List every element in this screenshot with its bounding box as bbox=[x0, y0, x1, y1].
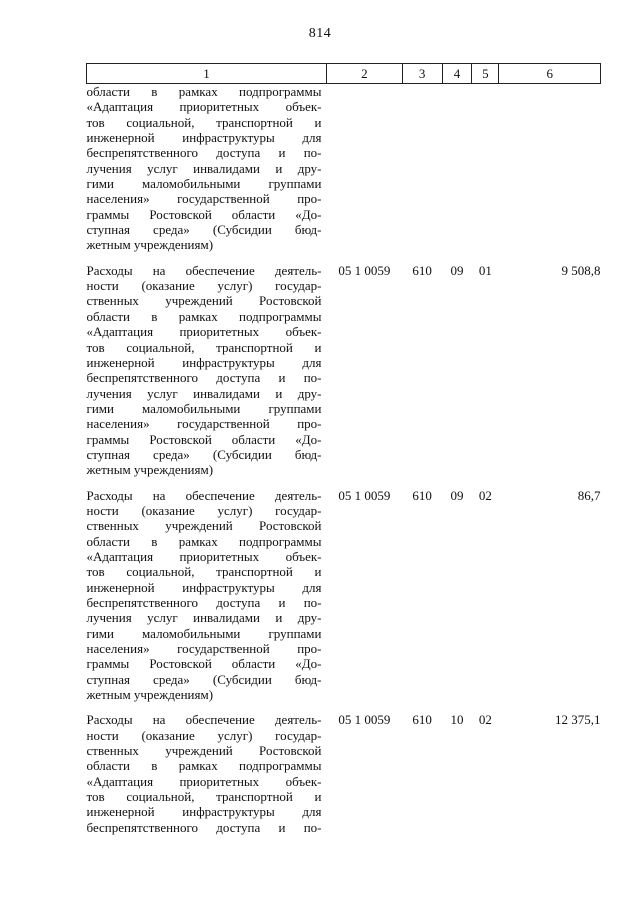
description-lines bbox=[87, 712, 322, 835]
description-line: беспрепятственного доступа и по- bbox=[86, 370, 322, 386]
cell-subsection: 02 bbox=[478, 487, 492, 503]
description-line: беспрепятственного доступа и по- bbox=[86, 819, 322, 835]
description-line: «Адаптация приоритетных объек- bbox=[86, 548, 322, 564]
description-line: «Адаптация приоритетных объек- bbox=[86, 773, 322, 789]
description-line: беспрепятственного доступа и по- bbox=[86, 145, 322, 161]
cell-expense-type: 610 bbox=[412, 712, 432, 728]
description-line: тов социальной, транспортной и bbox=[86, 339, 322, 355]
description-line: тов социальной, транспортной и bbox=[86, 564, 322, 580]
description-line: «Адаптация приоритетных объек- bbox=[86, 99, 322, 115]
cell-subsection: 02 bbox=[478, 712, 492, 728]
description-line: области в рамках подпрограммы bbox=[86, 308, 322, 324]
cell-section: 10 bbox=[450, 712, 464, 728]
description-line: населения» государственной про- bbox=[86, 641, 322, 657]
table-header-row bbox=[87, 64, 601, 84]
description-line: населения» государственной про- bbox=[86, 191, 322, 207]
description-line: ственных учреждений Ростовской bbox=[86, 293, 322, 309]
description-line: жетным учреждениям) bbox=[86, 462, 214, 478]
table-row bbox=[87, 263, 601, 478]
description-line: ственных учреждений Ростовской bbox=[86, 518, 322, 534]
description-line: ности (оказание услуг) государ- bbox=[86, 278, 322, 294]
description-line: лучения услуг инвалидами и дру- bbox=[86, 385, 322, 401]
table-body bbox=[87, 84, 601, 836]
cell-section: 09 bbox=[450, 487, 464, 503]
description-lines bbox=[87, 488, 322, 703]
page-number: 814 bbox=[308, 26, 332, 41]
description-line: области в рамках подпрограммы bbox=[86, 84, 322, 99]
cell-amount: 86,7 bbox=[577, 487, 601, 503]
description-line: граммы Ростовской области «До- bbox=[86, 656, 322, 672]
budget-table bbox=[86, 63, 601, 835]
description-line: граммы Ростовской области «До- bbox=[86, 206, 322, 222]
description-line: ственных учреждений Ростовской bbox=[86, 743, 322, 759]
description-line: ступная среда» (Субсидии бюд- bbox=[86, 671, 322, 687]
cell-target-article: 05 1 0059 bbox=[338, 487, 391, 503]
description-line: ности (оказание услуг) государ- bbox=[86, 502, 322, 518]
table-row bbox=[87, 488, 601, 703]
description-line: лучения услуг инвалидами и дру- bbox=[86, 610, 322, 626]
cell-amount: 12 375,1 bbox=[555, 712, 601, 728]
cell-expense-type: 610 bbox=[412, 262, 432, 278]
description-line: ступная среда» (Субсидии бюд- bbox=[86, 222, 322, 238]
description-line: граммы Ростовской области «До- bbox=[86, 431, 322, 447]
description-lines bbox=[87, 263, 322, 478]
cell-target-article: 05 1 0059 bbox=[338, 712, 391, 728]
table-row-continuation bbox=[87, 84, 601, 253]
column-header-amount: 6 bbox=[499, 64, 601, 84]
description-line: «Адаптация приоритетных объек- bbox=[86, 324, 322, 340]
column-header-target-article: 2 bbox=[326, 64, 402, 84]
description-line: Расходы на обеспечение деятель- bbox=[86, 487, 322, 503]
row-description bbox=[87, 712, 327, 835]
cell-section: 09 bbox=[450, 262, 464, 278]
description-lines bbox=[87, 84, 322, 253]
column-header-expense-type: 3 bbox=[402, 64, 442, 84]
description-line: инженерной инфраструктуры для bbox=[86, 354, 322, 370]
column-header-description: 1 bbox=[87, 64, 327, 84]
description-line: инженерной инфраструктуры для bbox=[86, 579, 322, 595]
cell-subsection: 01 bbox=[478, 262, 492, 278]
description-line: тов социальной, транспортной и bbox=[86, 114, 322, 130]
description-line: области в рамках подпрограммы bbox=[86, 533, 322, 549]
row-description bbox=[87, 263, 327, 478]
description-line: Расходы на обеспечение деятель- bbox=[86, 712, 322, 728]
row-description bbox=[87, 84, 327, 253]
description-line: населения» государственной про- bbox=[86, 416, 322, 432]
column-header-subsection: 5 bbox=[472, 64, 499, 84]
description-line: гими маломобильными группами bbox=[86, 176, 322, 192]
cell-target-article: 05 1 0059 bbox=[338, 262, 391, 278]
description-line: тов социальной, транспортной и bbox=[86, 789, 322, 805]
table-row bbox=[87, 712, 601, 835]
description-line: Расходы на обеспечение деятель- bbox=[86, 262, 322, 278]
description-line: жетным учреждениям) bbox=[86, 237, 214, 253]
description-line: гими маломобильными группами bbox=[86, 400, 322, 416]
description-line: жетным учреждениям) bbox=[86, 687, 214, 703]
description-line: лучения услуг инвалидами и дру- bbox=[86, 160, 322, 176]
description-line: ступная среда» (Субсидии бюд- bbox=[86, 446, 322, 462]
description-line: гими маломобильными группами bbox=[86, 625, 322, 641]
cell-expense-type: 610 bbox=[412, 487, 432, 503]
description-line: инженерной инфраструктуры для bbox=[86, 804, 322, 820]
row-description bbox=[87, 488, 327, 703]
description-line: беспрепятственного доступа и по- bbox=[86, 595, 322, 610]
cell-amount: 9 508,8 bbox=[561, 262, 601, 278]
description-line: области в рамках подпрограммы bbox=[86, 758, 322, 774]
description-line: ности (оказание услуг) государ- bbox=[86, 727, 322, 743]
column-header-section: 4 bbox=[442, 64, 472, 84]
description-line: инженерной инфраструктуры для bbox=[86, 130, 322, 146]
